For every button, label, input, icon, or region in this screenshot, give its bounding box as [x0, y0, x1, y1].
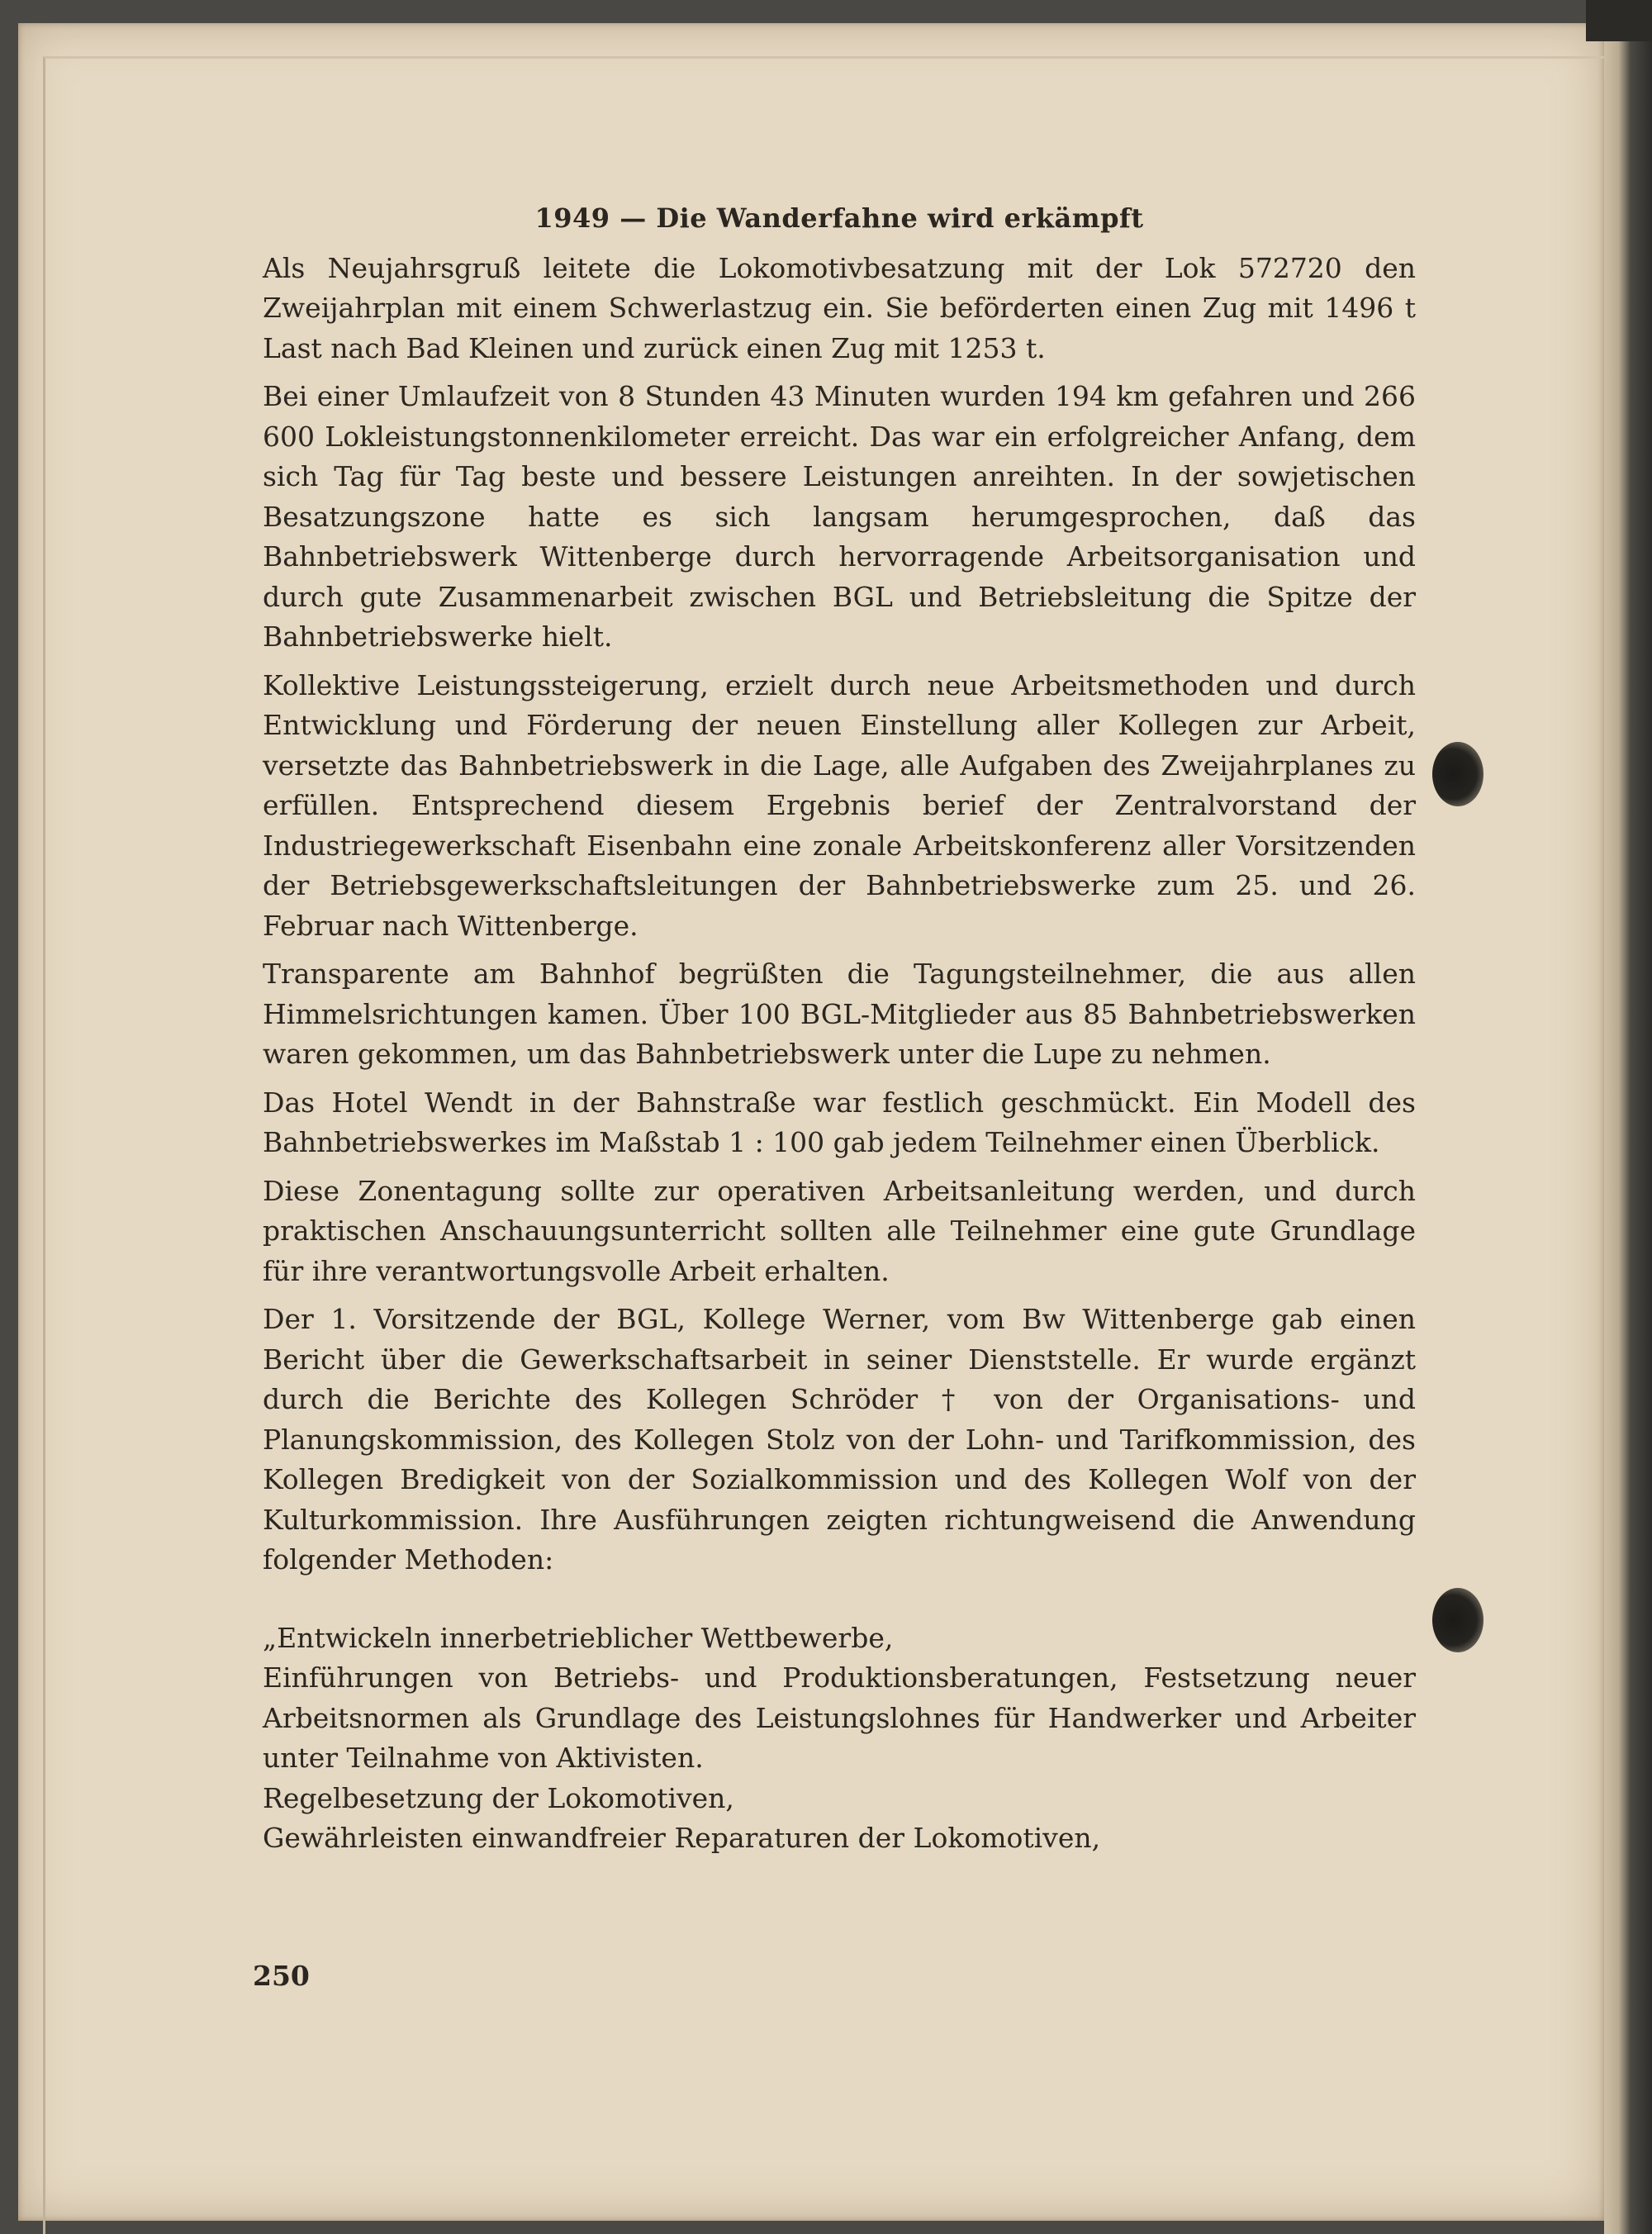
paragraph: Der 1. Vorsitzende der BGL, Kollege Werner, vom Bw Wittenberge gab einen Bericht über die Gewerkschaftsarbeit in seiner Dienststelle. Er wurde ergänzt durch die Berichte des Kollegen Schröder † von der Organisations- und Planungskommission, des Kollegen Stolz von der Lohn- und Tarifkommission, des Kollegen Bredigkeit von der Sozialkommission und des Kollegen Wolf von der Kulturkommission. Ihre Ausführungen zeigten richtungweisend die Anwendung folgender Methoden: [263, 1303, 1416, 1576]
paragraph: Transparente am Bahnhof begrüßten die Tagungsteilnehmer, die aus allen Himmelsrichtungen kamen. Über 100 BGL-Mitglieder aus 85 Bahnbetriebswerken waren gekommen, um das Bahnbetriebswerk unter die Lupe zu nehmen. [263, 958, 1416, 1070]
paragraph: Das Hotel Wendt in der Bahnstraße war festlich geschmückt. Ein Modell des Bahnbetriebswerkes im Maßstab 1 : 100 gab jedem Teilnehmer einen Überblick. [263, 1086, 1416, 1158]
list-item: Gewährleisten einwandfreier Reparaturen der Lokomotiven, [263, 1822, 1101, 1854]
section-heading: 1949 — Die Wanderfahne wird erkämpft [534, 202, 1144, 234]
punch-hole-upper [1432, 742, 1483, 806]
paragraph: Kollektive Leistungssteigerung, erzielt durch neue Arbeitsmethoden und durch Entwicklung und Förderung der neuen Einstellung aller Kollegen zur Arbeit, versetzte das Bahnbetriebswerk in die Lage, alle Aufgaben des Zweijahrplanes zu erfüllen. Entsprechend diesem Ergebnis berief der Zentralvorstand der Industriegewerkschaft Eisenbahn eine zonale Arbeitskonferenz aller Vorsitzenden der Betriebsgewerkschaftsleitungen der Bahnbetriebswerke zum 25. und 26. Februar nach Wittenberge. [263, 668, 1416, 942]
list-item: Regelbesetzung der Lokomotiven, [263, 1781, 734, 1814]
punch-hole-lower [1432, 1588, 1483, 1652]
list-item: Einführungen von Betriebs- und Produktionsberatungen, Festsetzung neuer Arbeitsnormen als Grundlage des Leistungslohnes für Handwerker und Arbeiter unter Teilnahme von Aktivisten. [263, 1661, 1416, 1774]
page-number: 250 [253, 1960, 310, 1992]
binding-edge [1604, 0, 1652, 2234]
methods-list [263, 1618, 1416, 1859]
body-text [263, 198, 1416, 1859]
paragraph: Als Neujahrsgruß leitete die Lokomotivbesatzung mit der Lok 572720 den Zweijahrplan mit einem Schwerlastzug ein. Sie beförderten einen Zug mit 1496 t Last nach Bad Kleinen und zurück einen Zug mit 1253 t. [263, 251, 1416, 364]
paragraph: Bei einer Umlaufzeit von 8 Stunden 43 Minuten wurden 194 km gefahren und 266 600 Lokleistungstonnenkilometer erreicht. Das war ein erfolgreicher Anfang, dem sich Tag für Tag beste und bessere Leistungen anreihten. In der sowjetischen Besatzungszone hatte es sich langsam herumgesprochen, daß das Bahnbetriebswerk Wittenberge durch hervorragende Arbeitsorganisation und durch gute Zusammenarbeit zwischen BGL und Betriebsleitung die Spitze der Bahnbetriebswerke hielt. [263, 380, 1416, 653]
list-item: „Entwickeln innerbetrieblicher Wettbewerbe, [263, 1621, 894, 1654]
paragraph: Diese Zonentagung sollte zur operativen Arbeitsanleitung werden, und durch praktischen Anschauungsunterricht sollten alle Teilnehmer eine gute Grundlage für ihre verantwortungsvolle Arbeit erhalten. [263, 1174, 1416, 1287]
scan-corner-shadow [1586, 0, 1652, 41]
